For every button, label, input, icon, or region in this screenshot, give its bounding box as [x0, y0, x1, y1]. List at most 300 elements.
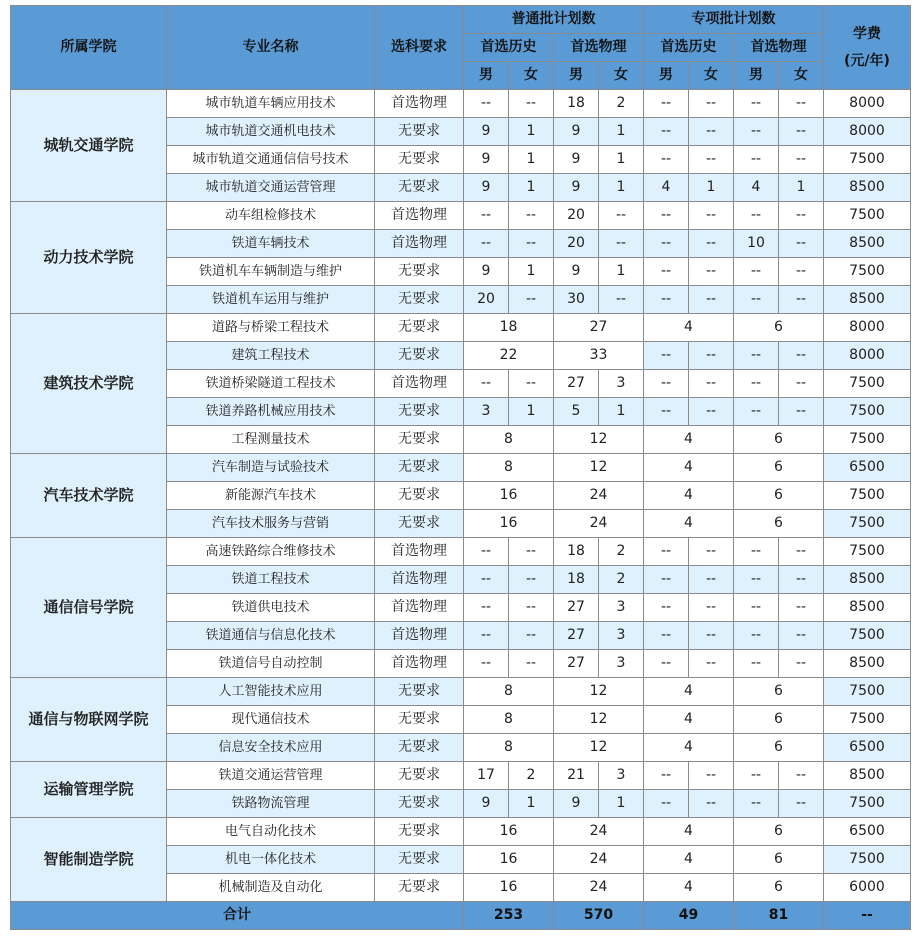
special-physics-count: 6 [734, 314, 824, 342]
general-history-male: 9 [464, 258, 509, 286]
major-name: 机械制造及自动化 [167, 874, 375, 902]
subject-requirement: 无要求 [375, 818, 464, 846]
special-history-male: -- [644, 650, 689, 678]
header-gender-female: 女 [509, 62, 554, 90]
general-history-male: -- [464, 370, 509, 398]
major-name: 铁道车辆技术 [167, 230, 375, 258]
general-physics-male: 5 [554, 398, 599, 426]
table-row [11, 762, 911, 790]
special-history-male: -- [644, 538, 689, 566]
subject-requirement: 无要求 [375, 146, 464, 174]
table-header [11, 6, 911, 90]
general-history-male: 3 [464, 398, 509, 426]
major-name: 汽车技术服务与营销 [167, 510, 375, 538]
major-name: 铁道交通运营管理 [167, 762, 375, 790]
tuition-fee: 7500 [824, 482, 911, 510]
tuition-fee: 7500 [824, 510, 911, 538]
general-history-female: -- [509, 202, 554, 230]
general-history-male: 20 [464, 286, 509, 314]
general-history-count: 16 [464, 874, 554, 902]
general-physics-female: 3 [599, 594, 644, 622]
subject-requirement: 无要求 [375, 846, 464, 874]
special-history-female: -- [689, 230, 734, 258]
tuition-fee: 6500 [824, 818, 911, 846]
general-physics-male: 9 [554, 146, 599, 174]
special-physics-female: -- [779, 286, 824, 314]
college-name: 城轨交通学院 [11, 90, 167, 202]
general-history-count: 16 [464, 482, 554, 510]
special-history-female: -- [689, 258, 734, 286]
general-history-male: -- [464, 594, 509, 622]
special-physics-count: 6 [734, 454, 824, 482]
special-history-female: -- [689, 342, 734, 370]
special-history-count: 4 [644, 706, 734, 734]
header-tuition-line1: 学费 [853, 25, 881, 42]
major-name: 工程测量技术 [167, 426, 375, 454]
college-name: 建筑技术学院 [11, 314, 167, 454]
special-physics-male: -- [734, 370, 779, 398]
college-name: 汽车技术学院 [11, 454, 167, 538]
special-physics-male: -- [734, 398, 779, 426]
subject-requirement: 首选物理 [375, 538, 464, 566]
general-physics-male: 27 [554, 650, 599, 678]
general-physics-female: 1 [599, 174, 644, 202]
special-history-male: -- [644, 622, 689, 650]
enrollment-plan-table [10, 5, 911, 930]
special-physics-female: -- [779, 650, 824, 678]
special-history-male: -- [644, 342, 689, 370]
general-history-female: 1 [509, 258, 554, 286]
subject-requirement: 无要求 [375, 874, 464, 902]
general-history-male: 17 [464, 762, 509, 790]
general-history-female: -- [509, 90, 554, 118]
table-row [11, 202, 911, 230]
special-physics-male: -- [734, 118, 779, 146]
header-gender-female: 女 [599, 62, 644, 90]
special-history-count: 4 [644, 314, 734, 342]
special-physics-male: -- [734, 762, 779, 790]
subject-requirement: 首选物理 [375, 230, 464, 258]
header-tuition-line2: (元/年) [844, 52, 890, 69]
college-name: 通信与物联网学院 [11, 678, 167, 762]
tuition-fee: 8000 [824, 90, 911, 118]
general-history-count: 18 [464, 314, 554, 342]
special-physics-male: 4 [734, 174, 779, 202]
tuition-fee: 7500 [824, 622, 911, 650]
special-physics-count: 6 [734, 818, 824, 846]
subject-requirement: 无要求 [375, 426, 464, 454]
special-physics-count: 6 [734, 734, 824, 762]
special-physics-female: -- [779, 370, 824, 398]
tuition-fee: 7500 [824, 426, 911, 454]
general-physics-count: 12 [554, 678, 644, 706]
tuition-fee: 8500 [824, 566, 911, 594]
total-general-physics: 570 [554, 902, 644, 930]
general-history-male: -- [464, 90, 509, 118]
tuition-fee: 7500 [824, 678, 911, 706]
general-history-female: 1 [509, 146, 554, 174]
table-row [11, 314, 911, 342]
general-physics-count: 24 [554, 510, 644, 538]
special-history-count: 4 [644, 818, 734, 846]
tuition-fee: 7500 [824, 370, 911, 398]
header-special-plan: 专项批计划数 [644, 6, 824, 34]
general-history-male: -- [464, 202, 509, 230]
special-history-male: -- [644, 258, 689, 286]
special-physics-male: -- [734, 258, 779, 286]
tuition-fee: 8500 [824, 286, 911, 314]
special-history-female: -- [689, 762, 734, 790]
tuition-fee: 6000 [824, 874, 911, 902]
general-physics-male: 18 [554, 538, 599, 566]
major-name: 新能源汽车技术 [167, 482, 375, 510]
subject-requirement: 首选物理 [375, 202, 464, 230]
general-history-female: -- [509, 538, 554, 566]
general-history-male: 9 [464, 146, 509, 174]
general-history-female: 1 [509, 174, 554, 202]
major-name: 铁道机车车辆制造与维护 [167, 258, 375, 286]
major-name: 城市轨道交通通信信号技术 [167, 146, 375, 174]
general-physics-female: -- [599, 286, 644, 314]
tuition-fee: 8500 [824, 174, 911, 202]
subject-requirement: 无要求 [375, 398, 464, 426]
special-physics-male: -- [734, 286, 779, 314]
general-physics-female: 3 [599, 650, 644, 678]
general-physics-female: 2 [599, 90, 644, 118]
general-physics-male: 9 [554, 118, 599, 146]
special-physics-female: -- [779, 258, 824, 286]
subject-requirement: 无要求 [375, 762, 464, 790]
special-physics-male: -- [734, 342, 779, 370]
special-history-male: -- [644, 118, 689, 146]
subject-requirement: 无要求 [375, 118, 464, 146]
header-general-physics: 首选物理 [554, 34, 644, 62]
special-physics-male: -- [734, 622, 779, 650]
general-physics-male: 20 [554, 202, 599, 230]
subject-requirement: 无要求 [375, 482, 464, 510]
special-history-female: -- [689, 370, 734, 398]
total-tuition: -- [824, 902, 911, 930]
general-history-count: 8 [464, 706, 554, 734]
special-history-count: 4 [644, 874, 734, 902]
tuition-fee: 8500 [824, 650, 911, 678]
tuition-fee: 7500 [824, 846, 911, 874]
special-physics-count: 6 [734, 678, 824, 706]
table-row [11, 818, 911, 846]
table-row [11, 90, 911, 118]
major-name: 铁道机车运用与维护 [167, 286, 375, 314]
special-history-male: -- [644, 566, 689, 594]
general-physics-female: 1 [599, 258, 644, 286]
header-gender-male: 男 [734, 62, 779, 90]
general-history-female: 1 [509, 118, 554, 146]
special-history-male: -- [644, 146, 689, 174]
college-name: 智能制造学院 [11, 818, 167, 902]
header-gender-male: 男 [644, 62, 689, 90]
subject-requirement: 无要求 [375, 706, 464, 734]
major-name: 铁道养路机械应用技术 [167, 398, 375, 426]
special-history-male: -- [644, 286, 689, 314]
general-physics-count: 24 [554, 818, 644, 846]
special-history-female: -- [689, 622, 734, 650]
major-name: 建筑工程技术 [167, 342, 375, 370]
general-physics-count: 24 [554, 846, 644, 874]
special-physics-female: -- [779, 538, 824, 566]
major-name: 机电一体化技术 [167, 846, 375, 874]
header-gender-female: 女 [779, 62, 824, 90]
general-physics-female: 3 [599, 370, 644, 398]
special-physics-female: -- [779, 622, 824, 650]
general-physics-male: 18 [554, 566, 599, 594]
general-history-count: 16 [464, 846, 554, 874]
general-history-male: 9 [464, 790, 509, 818]
special-history-female: -- [689, 398, 734, 426]
header-general-plan: 普通批计划数 [464, 6, 644, 34]
special-history-female: -- [689, 202, 734, 230]
subject-requirement: 无要求 [375, 454, 464, 482]
special-physics-count: 6 [734, 874, 824, 902]
general-physics-male: 20 [554, 230, 599, 258]
general-history-male: 9 [464, 174, 509, 202]
subject-requirement: 无要求 [375, 258, 464, 286]
major-name: 铁路物流管理 [167, 790, 375, 818]
general-history-count: 8 [464, 734, 554, 762]
general-history-female: -- [509, 650, 554, 678]
general-history-male: 9 [464, 118, 509, 146]
subject-requirement: 首选物理 [375, 90, 464, 118]
special-history-female: 1 [689, 174, 734, 202]
general-physics-female: 1 [599, 146, 644, 174]
special-physics-female: -- [779, 342, 824, 370]
general-physics-male: 27 [554, 370, 599, 398]
special-history-female: -- [689, 90, 734, 118]
special-history-male: -- [644, 370, 689, 398]
general-history-female: -- [509, 566, 554, 594]
tuition-fee: 8000 [824, 314, 911, 342]
general-physics-count: 33 [554, 342, 644, 370]
general-history-female: -- [509, 594, 554, 622]
subject-requirement: 无要求 [375, 286, 464, 314]
general-history-female: -- [509, 286, 554, 314]
special-history-female: -- [689, 650, 734, 678]
general-physics-female: 3 [599, 622, 644, 650]
general-history-male: -- [464, 650, 509, 678]
general-physics-female: 1 [599, 398, 644, 426]
special-history-male: -- [644, 790, 689, 818]
general-history-female: -- [509, 230, 554, 258]
special-physics-male: -- [734, 146, 779, 174]
special-history-count: 4 [644, 678, 734, 706]
general-physics-female: 1 [599, 790, 644, 818]
special-physics-count: 6 [734, 426, 824, 454]
major-name: 城市轨道交通机电技术 [167, 118, 375, 146]
general-physics-female: 2 [599, 566, 644, 594]
header-gender-male: 男 [554, 62, 599, 90]
general-history-count: 8 [464, 454, 554, 482]
special-physics-count: 6 [734, 706, 824, 734]
special-history-count: 4 [644, 846, 734, 874]
general-history-count: 16 [464, 818, 554, 846]
general-history-male: -- [464, 622, 509, 650]
tuition-fee: 7500 [824, 258, 911, 286]
major-name: 汽车制造与试验技术 [167, 454, 375, 482]
general-physics-male: 9 [554, 258, 599, 286]
general-history-male: -- [464, 230, 509, 258]
special-physics-female: -- [779, 118, 824, 146]
total-special-history: 49 [644, 902, 734, 930]
general-physics-male: 30 [554, 286, 599, 314]
tuition-fee: 7500 [824, 202, 911, 230]
special-history-female: -- [689, 566, 734, 594]
general-physics-male: 9 [554, 174, 599, 202]
table-row [11, 678, 911, 706]
general-history-male: -- [464, 538, 509, 566]
special-physics-count: 6 [734, 510, 824, 538]
tuition-fee: 7500 [824, 790, 911, 818]
general-physics-count: 12 [554, 706, 644, 734]
table-row [11, 538, 911, 566]
tuition-fee: 6500 [824, 454, 911, 482]
general-physics-male: 27 [554, 594, 599, 622]
special-history-female: -- [689, 538, 734, 566]
header-general-history: 首选历史 [464, 34, 554, 62]
major-name: 道路与桥梁工程技术 [167, 314, 375, 342]
special-physics-male: -- [734, 202, 779, 230]
enrollment-plan-table-wrapper [10, 5, 911, 930]
subject-requirement: 无要求 [375, 734, 464, 762]
major-name: 电气自动化技术 [167, 818, 375, 846]
general-physics-male: 18 [554, 90, 599, 118]
general-physics-female: 2 [599, 538, 644, 566]
table-footer [11, 902, 911, 930]
general-history-female: 2 [509, 762, 554, 790]
special-physics-male: -- [734, 566, 779, 594]
special-history-count: 4 [644, 426, 734, 454]
tuition-fee: 8500 [824, 230, 911, 258]
special-history-female: -- [689, 118, 734, 146]
general-history-count: 16 [464, 510, 554, 538]
special-history-male: -- [644, 202, 689, 230]
major-name: 铁道工程技术 [167, 566, 375, 594]
subject-requirement: 无要求 [375, 678, 464, 706]
special-history-male: -- [644, 398, 689, 426]
table-body [11, 90, 911, 902]
general-physics-male: 27 [554, 622, 599, 650]
major-name: 信息安全技术应用 [167, 734, 375, 762]
general-history-male: -- [464, 566, 509, 594]
general-physics-female: 1 [599, 118, 644, 146]
tuition-fee: 6500 [824, 734, 911, 762]
special-history-count: 4 [644, 510, 734, 538]
special-physics-female: -- [779, 790, 824, 818]
general-physics-female: -- [599, 230, 644, 258]
major-name: 铁道桥梁隧道工程技术 [167, 370, 375, 398]
general-history-count: 8 [464, 426, 554, 454]
total-general-history: 253 [464, 902, 554, 930]
header-tuition [824, 6, 911, 90]
general-history-female: -- [509, 622, 554, 650]
special-history-female: -- [689, 790, 734, 818]
special-physics-female: 1 [779, 174, 824, 202]
header-gender-male: 男 [464, 62, 509, 90]
general-physics-count: 24 [554, 874, 644, 902]
special-physics-female: -- [779, 594, 824, 622]
special-physics-female: -- [779, 398, 824, 426]
general-physics-count: 12 [554, 734, 644, 762]
tuition-fee: 7500 [824, 398, 911, 426]
special-history-count: 4 [644, 482, 734, 510]
header-subject-requirement: 选科要求 [375, 6, 464, 90]
special-physics-female: -- [779, 202, 824, 230]
general-history-count: 8 [464, 678, 554, 706]
general-physics-male: 9 [554, 790, 599, 818]
total-special-physics: 81 [734, 902, 824, 930]
general-physics-male: 21 [554, 762, 599, 790]
tuition-fee: 7500 [824, 538, 911, 566]
tuition-fee: 7500 [824, 706, 911, 734]
special-physics-male: -- [734, 538, 779, 566]
special-physics-male: -- [734, 90, 779, 118]
general-physics-count: 27 [554, 314, 644, 342]
subject-requirement: 无要求 [375, 510, 464, 538]
special-history-female: -- [689, 594, 734, 622]
tuition-fee: 8500 [824, 762, 911, 790]
special-history-female: -- [689, 286, 734, 314]
subject-requirement: 首选物理 [375, 566, 464, 594]
total-row [11, 902, 911, 930]
general-history-female: 1 [509, 790, 554, 818]
subject-requirement: 首选物理 [375, 622, 464, 650]
general-physics-count: 24 [554, 482, 644, 510]
major-name: 现代通信技术 [167, 706, 375, 734]
general-history-female: -- [509, 370, 554, 398]
special-physics-female: -- [779, 90, 824, 118]
major-name: 城市轨道交通运营管理 [167, 174, 375, 202]
major-name: 铁道通信与信息化技术 [167, 622, 375, 650]
major-name: 人工智能技术应用 [167, 678, 375, 706]
college-name: 通信信号学院 [11, 538, 167, 678]
special-history-male: -- [644, 594, 689, 622]
subject-requirement: 首选物理 [375, 594, 464, 622]
total-label: 合计 [11, 902, 464, 930]
special-history-male: -- [644, 762, 689, 790]
header-special-physics: 首选物理 [734, 34, 824, 62]
special-physics-female: -- [779, 762, 824, 790]
header-college: 所属学院 [11, 6, 167, 90]
major-name: 高速铁路综合维修技术 [167, 538, 375, 566]
tuition-fee: 7500 [824, 146, 911, 174]
special-history-male: 4 [644, 174, 689, 202]
header-special-history: 首选历史 [644, 34, 734, 62]
special-physics-count: 6 [734, 846, 824, 874]
major-name: 城市轨道车辆应用技术 [167, 90, 375, 118]
special-history-male: -- [644, 230, 689, 258]
subject-requirement: 无要求 [375, 174, 464, 202]
tuition-fee: 8000 [824, 342, 911, 370]
general-history-female: 1 [509, 398, 554, 426]
general-physics-count: 12 [554, 454, 644, 482]
special-physics-female: -- [779, 146, 824, 174]
subject-requirement: 首选物理 [375, 650, 464, 678]
tuition-fee: 8500 [824, 594, 911, 622]
special-history-female: -- [689, 146, 734, 174]
special-history-count: 4 [644, 454, 734, 482]
header-gender-female: 女 [689, 62, 734, 90]
major-name: 铁道供电技术 [167, 594, 375, 622]
special-history-count: 4 [644, 734, 734, 762]
general-physics-female: -- [599, 202, 644, 230]
special-physics-male: -- [734, 594, 779, 622]
